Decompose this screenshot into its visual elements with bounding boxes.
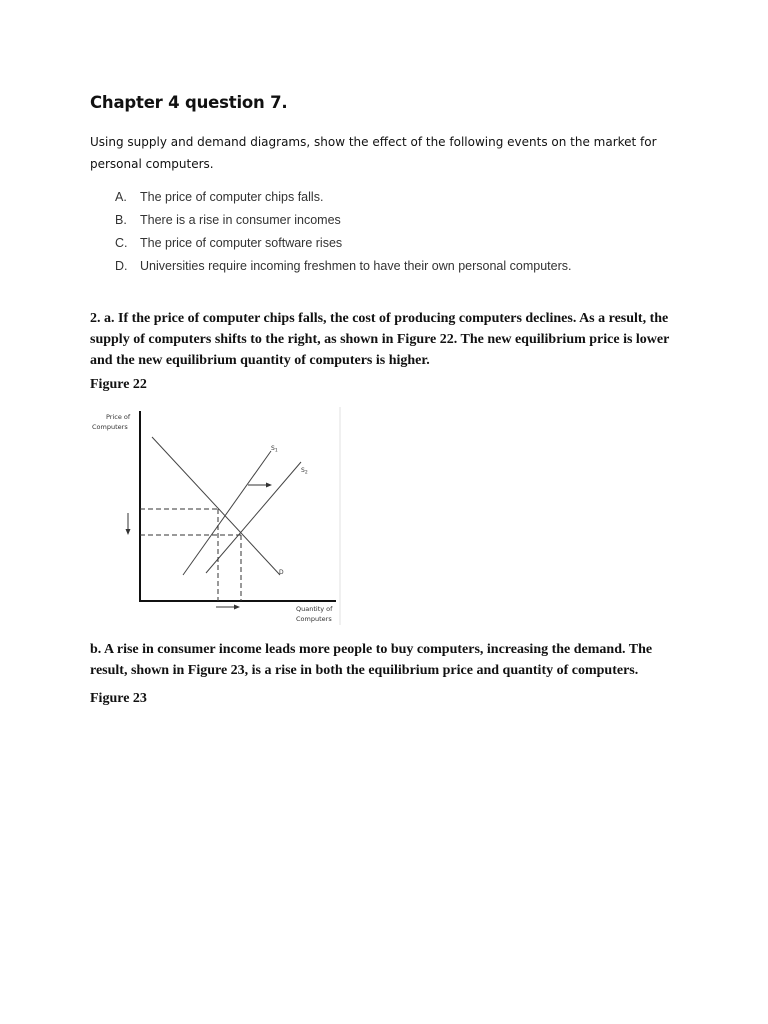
- option-text: The price of computer chips falls.: [140, 190, 324, 204]
- x-axis-label-line1: Quantity of: [296, 605, 333, 613]
- option-a: [115, 186, 571, 209]
- option-letter: C.: [115, 236, 128, 250]
- figure-22-label: Figure 22: [90, 377, 147, 392]
- question-options: [115, 186, 571, 278]
- demand-label: D: [279, 569, 284, 576]
- price-decrease-arrow: [126, 513, 131, 535]
- option-b: [115, 209, 571, 232]
- x-axis-label-line2: Computers: [296, 615, 332, 623]
- option-c: [115, 232, 571, 255]
- quantity-increase-arrow: [216, 605, 240, 610]
- supply-shift-arrow: [248, 483, 272, 488]
- option-text: The price of computer software rises: [140, 236, 343, 250]
- option-letter: A.: [115, 190, 127, 204]
- figure-22: [88, 405, 344, 627]
- answer-a-paragraph: 2. a. If the price of computer chips falls, the cost of producing computers declines. As a result, the supply of computers shifts to the right, as shown in Figure 22. The new equilibrium price is lower and the new equilibrium quantity of computers is higher.: [90, 311, 670, 368]
- option-d: [115, 255, 571, 278]
- option-letter: B.: [115, 213, 127, 227]
- question-intro: Using supply and demand diagrams, show the effect of the following events on the market for personal computers.: [90, 135, 657, 171]
- supply-demand-diagram: [88, 405, 344, 627]
- option-text: There is a rise in consumer incomes: [140, 213, 341, 227]
- y-axis-label-line1: Price of: [106, 413, 131, 421]
- figure-23-label: Figure 23: [90, 691, 147, 706]
- supply1-label: $S_1$: [271, 445, 278, 454]
- option-text: Universities require incoming freshmen to have their own personal computers.: [140, 259, 572, 273]
- answer-b-paragraph: b. A rise in consumer income leads more people to buy computers, increasing the demand. The result, shown in Figure 23, is a rise in both the equilibrium price and quantity of computers.: [90, 642, 653, 678]
- option-letter: D.: [115, 259, 128, 273]
- chapter-title: Chapter 4 question 7.: [90, 93, 288, 112]
- supply2-label: $S_2$: [301, 467, 308, 476]
- y-axis-label-line2: Computers: [92, 423, 128, 431]
- demand-curve: [152, 437, 280, 575]
- supply-curve-s2: [206, 462, 301, 573]
